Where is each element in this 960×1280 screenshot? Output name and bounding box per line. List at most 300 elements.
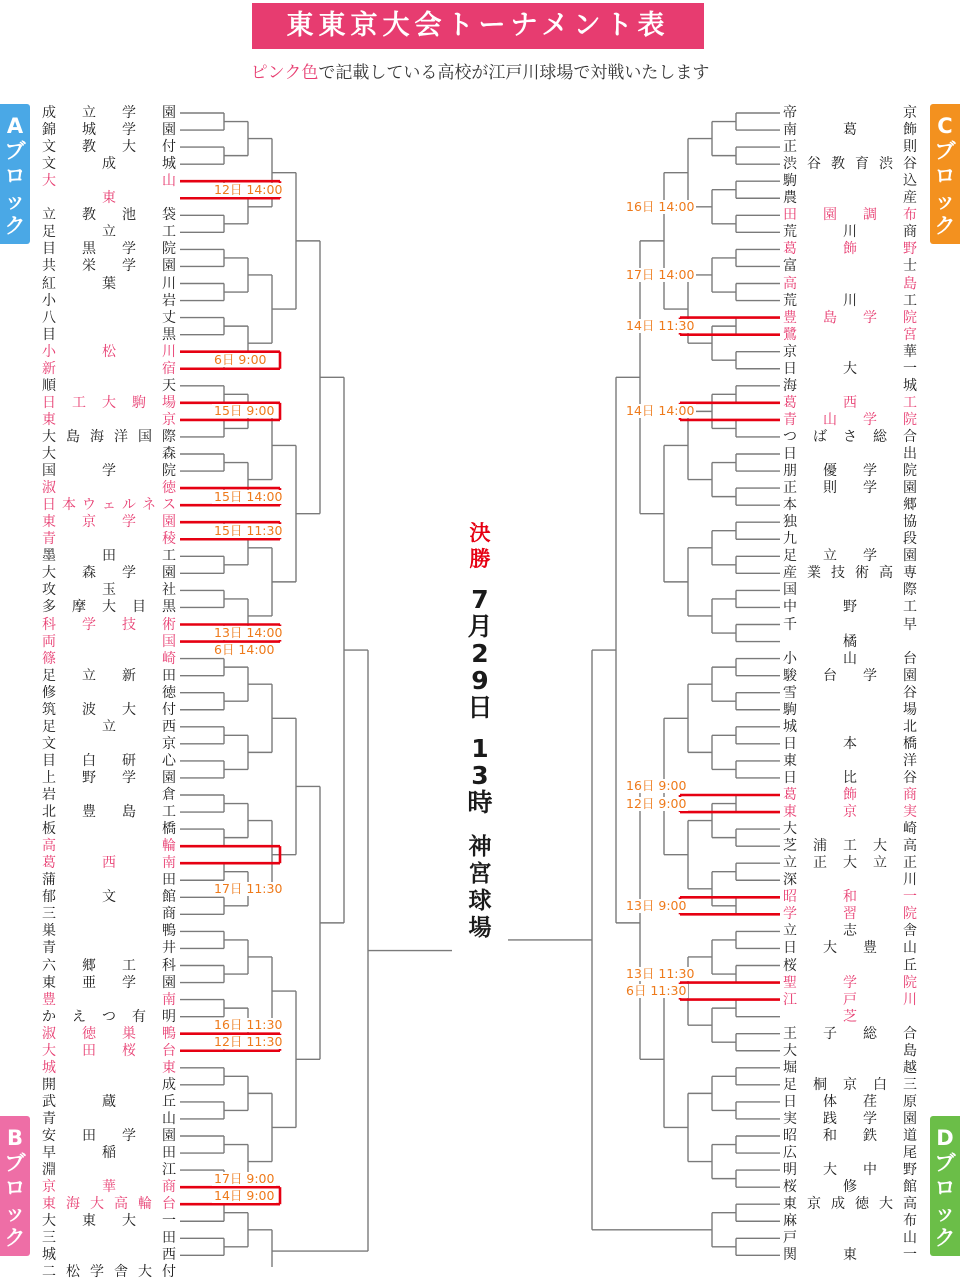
team-char: 大: [843, 855, 857, 872]
team-char: 目: [42, 241, 56, 258]
left-team: [42, 395, 176, 411]
team-char: 研: [122, 752, 136, 769]
right-team: [783, 361, 917, 377]
team-char: 大: [102, 394, 116, 411]
team-char: 堀: [783, 1059, 797, 1076]
team-char: 学: [122, 105, 136, 121]
right-team: [783, 651, 917, 667]
right-team: [783, 122, 917, 138]
team-char: 島: [122, 804, 136, 821]
team-char: 広: [783, 1145, 797, 1162]
team-char: 三: [42, 1230, 56, 1247]
team-char: 稜: [162, 531, 176, 548]
left-team: [42, 429, 176, 445]
vertical-char: 日: [467, 693, 493, 722]
team-char: 橋: [903, 735, 917, 752]
team-char: 巣: [122, 1025, 136, 1042]
vertical-char: A: [6, 114, 24, 138]
left-team: [42, 344, 176, 360]
team-char: 教: [82, 207, 96, 224]
team-char: 士: [903, 258, 917, 275]
team-char: 帝: [783, 105, 797, 121]
team-char: 大: [823, 1162, 837, 1179]
team-char: 工: [903, 599, 917, 616]
left-team: [42, 634, 176, 650]
team-char: 場: [162, 394, 176, 411]
team-char: 両: [42, 633, 56, 650]
team-char: 九: [783, 531, 797, 548]
right-team: [783, 412, 917, 428]
team-char: 野: [82, 769, 96, 786]
right-team: [783, 787, 917, 803]
team-char: 宿: [162, 360, 176, 377]
team-char: 立: [42, 207, 56, 224]
right-team: [783, 719, 917, 735]
right-team: [783, 992, 917, 1008]
team-char: 工: [162, 548, 176, 565]
team-char: 大: [823, 940, 837, 957]
team-char: 園: [823, 207, 837, 224]
team-char: 子: [823, 1025, 837, 1042]
team-char: 工: [903, 292, 917, 309]
match-time-label: 6日 11:30: [626, 983, 687, 999]
team-char: 京: [42, 1179, 56, 1196]
right-team: [783, 156, 917, 172]
team-char: 丈: [162, 309, 176, 326]
team-char: 亜: [82, 974, 96, 991]
left-team: [42, 821, 176, 837]
left-team: [42, 1043, 176, 1059]
team-char: 心: [162, 752, 176, 769]
team-char: 舎: [114, 1264, 128, 1280]
team-char: 八: [42, 309, 56, 326]
team-char: 学: [122, 514, 136, 531]
team-char: 学: [122, 1128, 136, 1144]
right-team: [783, 395, 917, 411]
team-char: 丘: [903, 957, 917, 974]
left-team: [42, 1230, 176, 1246]
right-team: [783, 770, 917, 786]
vertical-char: ク: [4, 1226, 26, 1250]
match-time-label: 17日 11:30: [214, 880, 283, 896]
right-team: [783, 668, 917, 684]
team-char: 大: [122, 701, 136, 718]
team-char: 大: [122, 1213, 136, 1230]
team-char: 谷: [903, 769, 917, 786]
team-char: 正: [903, 855, 917, 872]
team-char: 日: [783, 769, 797, 786]
team-char: 足: [42, 718, 56, 735]
match-time-label: 12日 11:30: [214, 1034, 283, 1050]
left-team: [42, 719, 176, 735]
team-char: 教: [831, 156, 845, 173]
left-team: [42, 361, 176, 377]
team-char: 桜: [783, 1179, 797, 1196]
left-team: [42, 1060, 176, 1076]
team-char: 大: [879, 1196, 893, 1213]
right-team: [783, 446, 917, 462]
team-char: 戸: [843, 991, 857, 1008]
final-venue: [452, 834, 508, 942]
team-char: 蒲: [42, 872, 56, 889]
team-char: 専: [903, 565, 917, 582]
right-team: [783, 685, 917, 701]
team-char: 館: [162, 889, 176, 906]
match-time-label: 15日 14:00: [214, 488, 283, 504]
team-char: 新: [122, 667, 136, 684]
right-team: [783, 889, 917, 905]
vertical-char: ブ: [934, 139, 956, 163]
left-team: [42, 940, 176, 956]
right-team: [783, 105, 917, 121]
left-team: [42, 412, 176, 428]
right-team: [783, 736, 917, 752]
team-char: 学: [863, 463, 877, 480]
team-char: 攻: [42, 582, 56, 599]
right-team: [783, 702, 917, 718]
team-char: 学: [122, 258, 136, 275]
left-team: [42, 1009, 176, 1025]
team-char: 協: [903, 514, 917, 531]
team-char: 際: [162, 428, 176, 445]
left-team: [42, 565, 176, 581]
page-title: 東東京大会トーナメント表: [252, 3, 704, 49]
team-char: 倉: [162, 787, 176, 803]
right-team: [783, 531, 917, 547]
team-char: 国: [783, 582, 797, 599]
left-team: [42, 241, 176, 257]
team-char: 山: [903, 1230, 917, 1247]
team-char: 商: [903, 224, 917, 241]
vertical-char: 勝: [469, 547, 491, 571]
team-char: 育: [855, 156, 869, 173]
vertical-char: 神: [468, 834, 492, 860]
team-char: 商: [162, 906, 176, 923]
team-char: 江: [783, 991, 797, 1008]
team-char: 駒: [132, 394, 146, 411]
team-char: 正: [783, 480, 797, 497]
right-team: [783, 753, 917, 769]
team-char: 六: [42, 957, 56, 974]
left-team: [42, 1179, 176, 1195]
left-team: [42, 958, 176, 974]
team-char: 成: [102, 156, 116, 173]
right-team: [783, 1179, 917, 1195]
team-char: 修: [42, 684, 56, 701]
team-char: 台: [162, 1042, 176, 1059]
team-char: 本: [843, 735, 857, 752]
match-time-label: 12日 14:00: [214, 181, 283, 197]
left-team: [42, 753, 176, 769]
match-time-label: 17日 14:00: [626, 266, 695, 282]
team-char: 島: [66, 428, 80, 445]
team-char: 台: [823, 667, 837, 684]
team-char: 京: [903, 105, 917, 121]
vertical-char: 7: [471, 585, 489, 614]
team-char: 園: [903, 667, 917, 684]
team-char: 城: [42, 1247, 56, 1264]
team-char: 園: [162, 514, 176, 531]
right-team: [783, 344, 917, 360]
team-char: 野: [903, 1162, 917, 1179]
team-char: 徳: [162, 684, 176, 701]
match-time-label: 6日 9:00: [214, 352, 267, 368]
team-char: 青: [42, 1110, 56, 1127]
team-char: 日: [783, 940, 797, 957]
team-char: 大: [90, 1196, 104, 1213]
right-team: [783, 975, 917, 991]
vertical-char: ブ: [4, 1151, 26, 1175]
team-char: 黒: [82, 241, 96, 258]
team-char: 北: [42, 804, 56, 821]
team-char: 丘: [162, 1093, 176, 1110]
team-char: 京: [162, 411, 176, 428]
team-char: 摩: [72, 599, 86, 616]
team-char: 農: [783, 190, 797, 207]
right-team: [783, 173, 917, 189]
team-char: 荒: [783, 292, 797, 309]
team-char: 合: [903, 428, 917, 445]
right-team: [783, 1094, 917, 1110]
team-char: 豊: [82, 804, 96, 821]
right-team: [783, 804, 917, 820]
team-char: 小: [42, 343, 56, 360]
left-team: [42, 872, 176, 888]
team-char: 立: [102, 718, 116, 735]
team-char: 付: [162, 701, 176, 718]
team-char: 蔵: [102, 1093, 116, 1110]
vertical-char: 3: [471, 761, 489, 790]
left-team: [42, 276, 176, 292]
right-team: [783, 480, 917, 496]
team-char: 一: [903, 889, 917, 906]
team-char: 越: [903, 1059, 917, 1076]
team-char: 華: [903, 343, 917, 360]
team-char: 淵: [42, 1162, 56, 1179]
team-char: 巣: [42, 923, 56, 940]
team-char: 日: [783, 446, 797, 462]
team-char: 葉: [102, 275, 116, 292]
right-team: [783, 940, 917, 956]
team-char: 葛: [783, 241, 797, 258]
right-team: [783, 463, 917, 479]
team-char: 谷: [807, 156, 821, 173]
team-char: 城: [42, 1059, 56, 1076]
team-char: 青: [42, 531, 56, 548]
left-team: [42, 446, 176, 462]
team-char: 園: [162, 258, 176, 275]
team-char: 川: [903, 991, 917, 1008]
team-char: 日: [42, 497, 56, 514]
vertical-char: ロ: [934, 1176, 956, 1200]
team-char: 学: [863, 480, 877, 497]
team-char: 文: [42, 735, 56, 752]
vertical-char: 月: [467, 612, 493, 641]
left-team: [42, 975, 176, 991]
right-team: [783, 634, 917, 650]
left-team: [42, 173, 176, 189]
team-char: 学: [122, 769, 136, 786]
team-char: 体: [823, 1093, 837, 1110]
right-team: [783, 497, 917, 513]
team-char: 学: [122, 974, 136, 991]
team-char: 足: [42, 667, 56, 684]
right-team: [783, 1111, 917, 1127]
left-team: [42, 463, 176, 479]
team-char: 田: [102, 548, 116, 565]
left-team: [42, 497, 176, 513]
team-char: 調: [863, 207, 877, 224]
vertical-char: 1: [471, 734, 489, 763]
team-char: 豊: [42, 991, 56, 1008]
team-char: 京: [843, 804, 857, 821]
team-char: 高: [42, 838, 56, 855]
vertical-char: ブ: [4, 139, 26, 163]
team-char: 立: [873, 855, 887, 872]
left-team: [42, 617, 176, 633]
right-team: [783, 1077, 917, 1093]
team-char: 谷: [903, 156, 917, 173]
team-char: 郁: [42, 889, 56, 906]
team-char: 則: [903, 139, 917, 156]
right-team: [783, 1043, 917, 1059]
team-char: 大: [138, 1264, 152, 1280]
team-char: 三: [903, 1076, 917, 1093]
team-char: 順: [42, 377, 56, 394]
team-char: 目: [42, 326, 56, 343]
team-char: さ: [843, 428, 857, 445]
team-char: 院: [162, 241, 176, 258]
team-char: 岩: [42, 787, 56, 803]
team-char: 雪: [783, 684, 797, 701]
team-char: 園: [162, 974, 176, 991]
team-char: 大: [122, 139, 136, 156]
team-char: 荏: [863, 1093, 877, 1110]
team-char: 田: [162, 872, 176, 889]
team-char: 池: [122, 207, 136, 224]
right-team: [783, 514, 917, 530]
vertical-char: ロ: [4, 1176, 26, 1200]
team-char: 産: [783, 565, 797, 582]
right-team: [783, 548, 917, 564]
vertical-char: 2: [471, 639, 489, 668]
team-char: 戸: [783, 1230, 797, 1247]
team-char: 田: [783, 207, 797, 224]
subtitle-highlight: ピンク色: [250, 63, 319, 83]
team-char: 桜: [783, 957, 797, 974]
team-char: 志: [843, 923, 857, 940]
team-char: 高: [903, 1196, 917, 1213]
team-char: 布: [903, 1213, 917, 1230]
team-char: 徳: [82, 1025, 96, 1042]
team-char: 錦: [42, 122, 56, 139]
team-char: 本: [62, 497, 76, 514]
team-char: 大: [102, 599, 116, 616]
team-char: 台: [162, 1196, 176, 1213]
team-char: 教: [82, 139, 96, 156]
team-char: 淑: [42, 480, 56, 497]
right-team: [783, 565, 917, 581]
team-char: 学: [843, 974, 857, 991]
team-char: 大: [783, 821, 797, 838]
team-char: 園: [162, 122, 176, 139]
team-char: 術: [855, 565, 869, 582]
team-char: 大: [42, 1213, 56, 1230]
team-char: 麻: [783, 1213, 797, 1230]
team-char: 科: [42, 616, 56, 633]
subtitle-rest: で記載している高校が江戸川球場で対戦いたします: [318, 63, 710, 83]
team-char: 日: [783, 1093, 797, 1110]
right-team: [783, 872, 917, 888]
team-char: 朋: [783, 463, 797, 480]
team-char: つ: [102, 1008, 116, 1025]
team-char: 岩: [162, 292, 176, 309]
team-char: 院: [162, 463, 176, 480]
team-char: ば: [813, 428, 827, 445]
team-char: 国: [42, 463, 56, 480]
team-char: 有: [132, 1008, 146, 1025]
team-char: 大: [42, 173, 56, 190]
team-char: 成: [831, 1196, 845, 1213]
final-heading: [452, 520, 508, 572]
team-char: 飾: [843, 241, 857, 258]
team-char: 芝: [783, 838, 797, 855]
team-char: 東: [843, 1247, 857, 1264]
team-char: 桜: [122, 1042, 136, 1059]
team-char: 東: [42, 1196, 56, 1213]
left-team: [42, 906, 176, 922]
team-char: 川: [162, 275, 176, 292]
team-char: 田: [162, 1145, 176, 1162]
team-char: 王: [783, 1025, 797, 1042]
left-team: [42, 582, 176, 598]
left-team: [42, 1128, 176, 1144]
team-char: 文: [42, 139, 56, 156]
team-char: 昭: [783, 889, 797, 906]
team-char: 郷: [82, 957, 96, 974]
team-char: 則: [823, 480, 837, 497]
team-char: 鴨: [162, 923, 176, 940]
team-char: 二: [42, 1264, 56, 1280]
team-char: 園: [162, 769, 176, 786]
team-char: 学: [82, 616, 96, 633]
team-char: 崎: [903, 821, 917, 838]
team-char: 黒: [162, 326, 176, 343]
team-char: 田: [162, 1230, 176, 1247]
team-char: 西: [162, 1247, 176, 1264]
team-char: 荒: [783, 224, 797, 241]
team-char: 付: [162, 1264, 176, 1280]
team-char: 正: [783, 139, 797, 156]
team-char: 園: [162, 105, 176, 121]
team-char: 白: [82, 752, 96, 769]
team-char: 安: [42, 1128, 56, 1144]
team-char: 商: [162, 1179, 176, 1196]
team-char: つ: [783, 428, 797, 445]
team-char: 城: [162, 156, 176, 173]
left-team: [42, 310, 176, 326]
team-char: 工: [162, 804, 176, 821]
team-char: 千: [783, 616, 797, 633]
left-team: [42, 1162, 176, 1178]
match-time-label: 6日 14:00: [214, 642, 275, 658]
left-team: [42, 804, 176, 820]
match-time-label: 16日 11:30: [214, 1017, 283, 1033]
team-char: 一: [903, 360, 917, 377]
team-char: 目: [42, 752, 56, 769]
team-char: 込: [903, 173, 917, 190]
left-team: [42, 1094, 176, 1110]
